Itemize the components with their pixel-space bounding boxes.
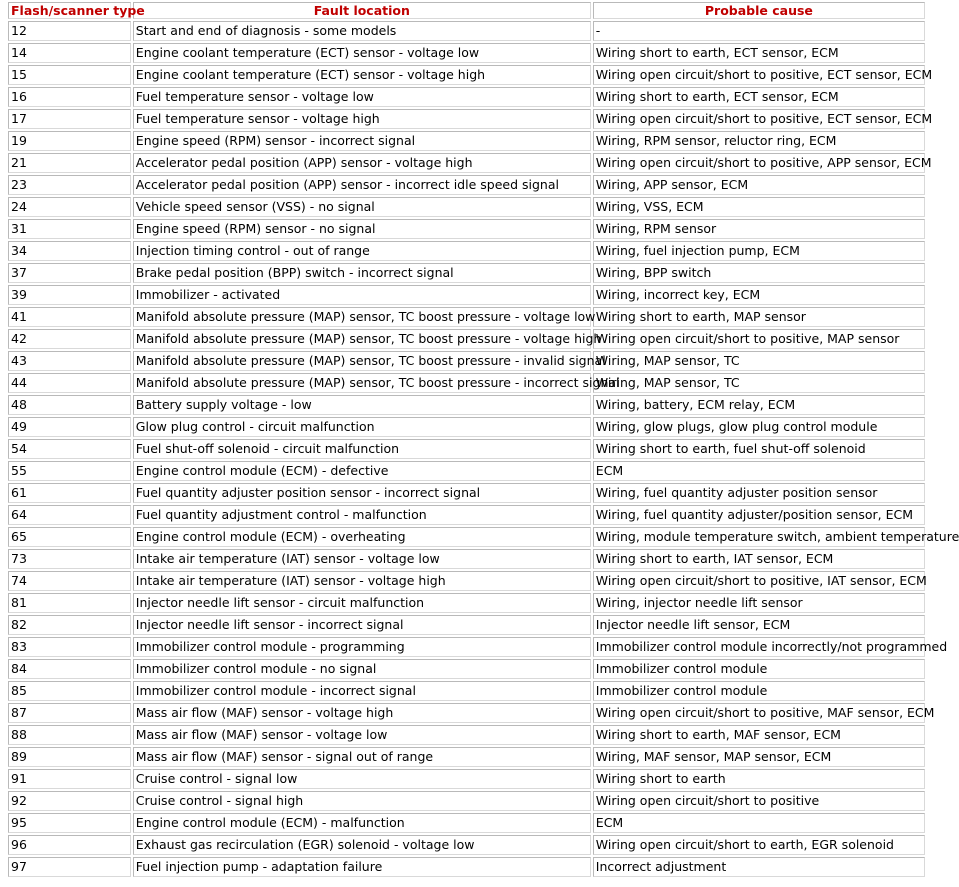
table-row bbox=[8, 659, 925, 679]
fault-code-cell: 96 bbox=[8, 835, 131, 855]
table-row bbox=[8, 439, 925, 459]
header-fault-location: Fault location bbox=[133, 2, 591, 19]
probable-cause-cell: Wiring, RPM sensor, reluctor ring, ECM bbox=[593, 131, 925, 151]
table-row bbox=[8, 835, 925, 855]
table-row bbox=[8, 263, 925, 283]
fault-code-cell: 81 bbox=[8, 593, 131, 613]
probable-cause-cell: Wiring short to earth, ECT sensor, ECM bbox=[593, 87, 925, 107]
fault-location-cell: Mass air flow (MAF) sensor - voltage low bbox=[133, 725, 591, 745]
table-row bbox=[8, 153, 925, 173]
fault-code-cell: 41 bbox=[8, 307, 131, 327]
table-row bbox=[8, 109, 925, 129]
fault-code-cell: 39 bbox=[8, 285, 131, 305]
table-row bbox=[8, 131, 925, 151]
table-row bbox=[8, 527, 925, 547]
table-row bbox=[8, 307, 925, 327]
table-row bbox=[8, 549, 925, 569]
fault-location-cell: Fuel temperature sensor - voltage high bbox=[133, 109, 591, 129]
fault-code-cell: 12 bbox=[8, 21, 131, 41]
fault-location-cell: Engine control module (ECM) - defective bbox=[133, 461, 591, 481]
fault-code-cell: 48 bbox=[8, 395, 131, 415]
fault-code-cell: 31 bbox=[8, 219, 131, 239]
fault-location-cell: Accelerator pedal position (APP) sensor - incorrect idle speed signal bbox=[133, 175, 591, 195]
table-row bbox=[8, 637, 925, 657]
fault-location-cell: Vehicle speed sensor (VSS) - no signal bbox=[133, 197, 591, 217]
table-row bbox=[8, 87, 925, 107]
probable-cause-cell: Wiring, fuel quantity adjuster position sensor bbox=[593, 483, 925, 503]
fault-code-cell: 17 bbox=[8, 109, 131, 129]
fault-location-cell: Engine speed (RPM) sensor - no signal bbox=[133, 219, 591, 239]
fault-location-cell: Engine control module (ECM) - overheating bbox=[133, 527, 591, 547]
table-row bbox=[8, 769, 925, 789]
fault-code-cell: 74 bbox=[8, 571, 131, 591]
probable-cause-cell: Wiring, VSS, ECM bbox=[593, 197, 925, 217]
fault-code-cell: 14 bbox=[8, 43, 131, 63]
table-row bbox=[8, 505, 925, 525]
probable-cause-cell: Wiring open circuit/short to positive, MAF sensor, ECM bbox=[593, 703, 925, 723]
probable-cause-cell: Wiring short to earth bbox=[593, 769, 925, 789]
fault-code-cell: 54 bbox=[8, 439, 131, 459]
fault-location-cell: Brake pedal position (BPP) switch - incorrect signal bbox=[133, 263, 591, 283]
fault-code-cell: 23 bbox=[8, 175, 131, 195]
table-row bbox=[8, 461, 925, 481]
fault-code-cell: 89 bbox=[8, 747, 131, 767]
fault-code-cell: 83 bbox=[8, 637, 131, 657]
table-row bbox=[8, 615, 925, 635]
table-row bbox=[8, 483, 925, 503]
table-row bbox=[8, 593, 925, 613]
probable-cause-cell: Wiring short to earth, fuel shut-off solenoid bbox=[593, 439, 925, 459]
fault-code-cell: 64 bbox=[8, 505, 131, 525]
fault-code-cell: 92 bbox=[8, 791, 131, 811]
table-row bbox=[8, 857, 925, 877]
fault-location-cell: Manifold absolute pressure (MAP) sensor, TC boost pressure - incorrect signal bbox=[133, 373, 591, 393]
table-row bbox=[8, 241, 925, 261]
fault-code-cell: 19 bbox=[8, 131, 131, 151]
probable-cause-cell: Wiring, RPM sensor bbox=[593, 219, 925, 239]
table-row bbox=[8, 725, 925, 745]
table-row bbox=[8, 175, 925, 195]
probable-cause-cell: Wiring, injector needle lift sensor bbox=[593, 593, 925, 613]
probable-cause-cell: Incorrect adjustment bbox=[593, 857, 925, 877]
fault-location-cell: Fuel quantity adjustment control - malfunction bbox=[133, 505, 591, 525]
fault-code-cell: 82 bbox=[8, 615, 131, 635]
fault-location-cell: Engine control module (ECM) - malfunction bbox=[133, 813, 591, 833]
fault-location-cell: Exhaust gas recirculation (EGR) solenoid - voltage low bbox=[133, 835, 591, 855]
table-row bbox=[8, 747, 925, 767]
fault-code-cell: 97 bbox=[8, 857, 131, 877]
fault-code-cell: 43 bbox=[8, 351, 131, 371]
table-row bbox=[8, 791, 925, 811]
fault-location-cell: Intake air temperature (IAT) sensor - voltage high bbox=[133, 571, 591, 591]
probable-cause-cell: Wiring short to earth, ECT sensor, ECM bbox=[593, 43, 925, 63]
fault-code-cell: 55 bbox=[8, 461, 131, 481]
table-row bbox=[8, 373, 925, 393]
fault-location-cell: Start and end of diagnosis - some models bbox=[133, 21, 591, 41]
fault-location-cell: Cruise control - signal low bbox=[133, 769, 591, 789]
fault-location-cell: Accelerator pedal position (APP) sensor - voltage high bbox=[133, 153, 591, 173]
fault-location-cell: Fuel shut-off solenoid - circuit malfunction bbox=[133, 439, 591, 459]
fault-location-cell: Manifold absolute pressure (MAP) sensor, TC boost pressure - voltage low bbox=[133, 307, 591, 327]
fault-location-cell: Manifold absolute pressure (MAP) sensor, TC boost pressure - invalid signal bbox=[133, 351, 591, 371]
fault-location-cell: Injection timing control - out of range bbox=[133, 241, 591, 261]
probable-cause-cell: Wiring open circuit/short to positive, ECT sensor, ECM bbox=[593, 65, 925, 85]
probable-cause-cell: Wiring short to earth, MAP sensor bbox=[593, 307, 925, 327]
probable-cause-cell: Wiring, BPP switch bbox=[593, 263, 925, 283]
fault-code-cell: 65 bbox=[8, 527, 131, 547]
probable-cause-cell: - bbox=[593, 21, 925, 41]
probable-cause-cell: Wiring, fuel injection pump, ECM bbox=[593, 241, 925, 261]
probable-cause-cell: Wiring open circuit/short to positive, APP sensor, ECM bbox=[593, 153, 925, 173]
probable-cause-cell: Wiring, module temperature switch, ambient temperature bbox=[593, 527, 925, 547]
fault-location-cell: Intake air temperature (IAT) sensor - voltage low bbox=[133, 549, 591, 569]
probable-cause-cell: Wiring, MAF sensor, MAP sensor, ECM bbox=[593, 747, 925, 767]
fault-code-cell: 73 bbox=[8, 549, 131, 569]
table-row bbox=[8, 813, 925, 833]
probable-cause-cell: Immobilizer control module bbox=[593, 681, 925, 701]
probable-cause-cell: Wiring open circuit/short to positive, IAT sensor, ECM bbox=[593, 571, 925, 591]
probable-cause-cell: Wiring, glow plugs, glow plug control module bbox=[593, 417, 925, 437]
table-row bbox=[8, 571, 925, 591]
probable-cause-cell: Wiring open circuit/short to positive bbox=[593, 791, 925, 811]
fault-code-cell: 88 bbox=[8, 725, 131, 745]
fault-location-cell: Immobilizer control module - programming bbox=[133, 637, 591, 657]
table-row bbox=[8, 681, 925, 701]
table-row bbox=[8, 703, 925, 723]
probable-cause-cell: ECM bbox=[593, 461, 925, 481]
table-row bbox=[8, 197, 925, 217]
fault-code-cell: 16 bbox=[8, 87, 131, 107]
header-probable-cause: Probable cause bbox=[593, 2, 925, 19]
probable-cause-cell: Wiring short to earth, IAT sensor, ECM bbox=[593, 549, 925, 569]
fault-location-cell: Fuel injection pump - adaptation failure bbox=[133, 857, 591, 877]
table-row bbox=[8, 219, 925, 239]
probable-cause-cell: Wiring, MAP sensor, TC bbox=[593, 373, 925, 393]
fault-location-cell: Fuel quantity adjuster position sensor - incorrect signal bbox=[133, 483, 591, 503]
probable-cause-cell: Injector needle lift sensor, ECM bbox=[593, 615, 925, 635]
fault-location-cell: Engine speed (RPM) sensor - incorrect signal bbox=[133, 131, 591, 151]
fault-code-cell: 87 bbox=[8, 703, 131, 723]
fault-code-cell: 21 bbox=[8, 153, 131, 173]
probable-cause-cell: Wiring open circuit/short to earth, EGR solenoid bbox=[593, 835, 925, 855]
probable-cause-cell: Immobilizer control module incorrectly/not programmed bbox=[593, 637, 925, 657]
fault-code-cell: 44 bbox=[8, 373, 131, 393]
fault-location-cell: Mass air flow (MAF) sensor - signal out of range bbox=[133, 747, 591, 767]
header-row bbox=[8, 2, 925, 19]
fault-location-cell: Engine coolant temperature (ECT) sensor - voltage low bbox=[133, 43, 591, 63]
probable-cause-cell: Wiring open circuit/short to positive, ECT sensor, ECM bbox=[593, 109, 925, 129]
fault-location-cell: Glow plug control - circuit malfunction bbox=[133, 417, 591, 437]
probable-cause-cell: Wiring, incorrect key, ECM bbox=[593, 285, 925, 305]
fault-code-cell: 95 bbox=[8, 813, 131, 833]
table-row bbox=[8, 351, 925, 371]
header-flash-scanner-type: Flash/scanner type bbox=[8, 2, 131, 19]
fault-location-cell: Manifold absolute pressure (MAP) sensor, TC boost pressure - voltage high bbox=[133, 329, 591, 349]
fault-location-cell: Immobilizer - activated bbox=[133, 285, 591, 305]
fault-code-cell: 84 bbox=[8, 659, 131, 679]
fault-code-cell: 37 bbox=[8, 263, 131, 283]
probable-cause-cell: Wiring, APP sensor, ECM bbox=[593, 175, 925, 195]
fault-code-cell: 15 bbox=[8, 65, 131, 85]
fault-location-cell: Battery supply voltage - low bbox=[133, 395, 591, 415]
probable-cause-cell: Wiring short to earth, MAF sensor, ECM bbox=[593, 725, 925, 745]
fault-location-cell: Engine coolant temperature (ECT) sensor - voltage high bbox=[133, 65, 591, 85]
table-row bbox=[8, 43, 925, 63]
fault-location-cell: Fuel temperature sensor - voltage low bbox=[133, 87, 591, 107]
table-row bbox=[8, 395, 925, 415]
fault-code-cell: 49 bbox=[8, 417, 131, 437]
probable-cause-cell: ECM bbox=[593, 813, 925, 833]
fault-code-cell: 24 bbox=[8, 197, 131, 217]
probable-cause-cell: Wiring, battery, ECM relay, ECM bbox=[593, 395, 925, 415]
fault-code-cell: 61 bbox=[8, 483, 131, 503]
table-row bbox=[8, 285, 925, 305]
table-body bbox=[8, 21, 959, 877]
table-row bbox=[8, 21, 925, 41]
fault-location-cell: Immobilizer control module - incorrect signal bbox=[133, 681, 591, 701]
fault-location-cell: Immobilizer control module - no signal bbox=[133, 659, 591, 679]
probable-cause-cell: Wiring, MAP sensor, TC bbox=[593, 351, 925, 371]
table-row bbox=[8, 417, 925, 437]
fault-code-table bbox=[6, 0, 959, 879]
fault-code-cell: 91 bbox=[8, 769, 131, 789]
fault-code-cell: 85 bbox=[8, 681, 131, 701]
probable-cause-cell: Wiring open circuit/short to positive, MAP sensor bbox=[593, 329, 925, 349]
fault-location-cell: Injector needle lift sensor - incorrect signal bbox=[133, 615, 591, 635]
fault-code-cell: 34 bbox=[8, 241, 131, 261]
fault-location-cell: Injector needle lift sensor - circuit malfunction bbox=[133, 593, 591, 613]
table-row bbox=[8, 65, 925, 85]
fault-location-cell: Cruise control - signal high bbox=[133, 791, 591, 811]
probable-cause-cell: Wiring, fuel quantity adjuster/position sensor, ECM bbox=[593, 505, 925, 525]
fault-code-cell: 42 bbox=[8, 329, 131, 349]
probable-cause-cell: Immobilizer control module bbox=[593, 659, 925, 679]
fault-location-cell: Mass air flow (MAF) sensor - voltage high bbox=[133, 703, 591, 723]
table-row bbox=[8, 329, 925, 349]
